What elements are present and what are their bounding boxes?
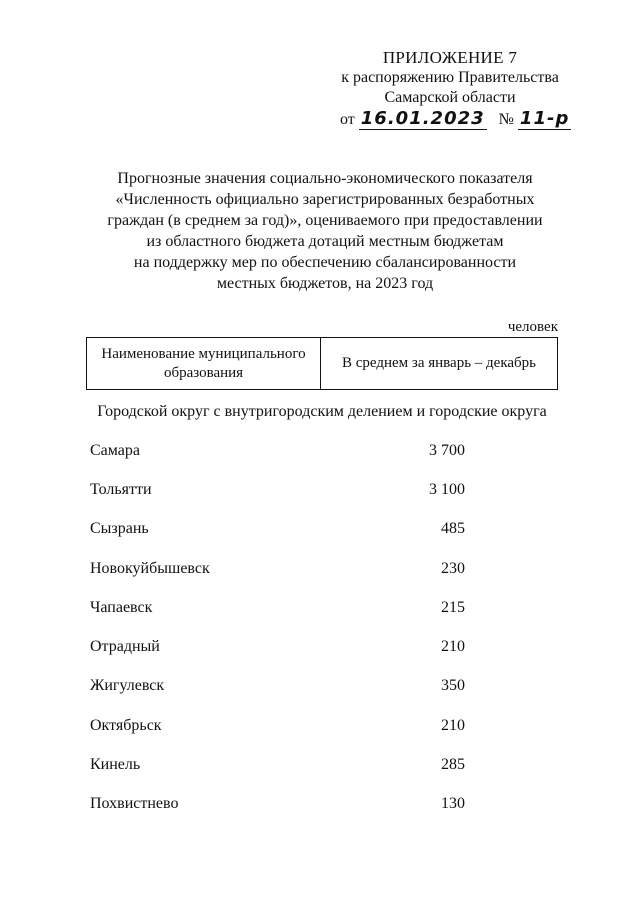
table-row: [90, 510, 560, 549]
number-prefix: №: [498, 111, 514, 128]
document-heading: [90, 168, 560, 294]
date-prefix: от: [340, 111, 355, 128]
section-title: Городской округ с внутригородским делением и городские округа: [97, 403, 547, 420]
municipality-name: Сызрань: [90, 520, 149, 538]
order-number: 11-р: [519, 108, 570, 129]
table-row: [90, 785, 560, 824]
units-label: человек: [507, 319, 558, 335]
heading-line: «Численность официально зарегистрированных безработных: [115, 191, 535, 208]
order-date: 16.01.2023: [360, 108, 485, 129]
unemployed-value: 230: [441, 559, 465, 577]
municipality-name: Похвистнево: [90, 795, 179, 813]
appendix-block: [300, 48, 600, 108]
table-body: [90, 431, 560, 824]
column-header-name: Наименование муниципального образования: [87, 338, 321, 389]
unemployed-value: 485: [441, 520, 465, 538]
appendix-line-1: к распоряжению Правительства: [341, 69, 559, 86]
unemployed-value: 285: [441, 756, 465, 774]
municipality-name: Тольятти: [90, 480, 152, 498]
table-header: [86, 337, 558, 390]
unemployed-value: 3 100: [429, 480, 465, 498]
table-row: [90, 627, 560, 666]
heading-line: местных бюджетов, на 2023 год: [216, 275, 434, 292]
column-header-value: В среднем за январь – декабрь: [341, 355, 537, 371]
table-row: [90, 431, 560, 470]
table-row: [90, 588, 560, 627]
municipality-name: Кинель: [90, 756, 141, 774]
municipality-name: Отрадный: [90, 638, 160, 656]
heading-line: из областного бюджета дотаций местным бюджетам: [146, 233, 504, 250]
table-row: [90, 745, 560, 784]
heading-line: на поддержку мер по обеспечению сбалансированности: [133, 254, 517, 271]
municipality-name: Жигулевск: [90, 677, 165, 695]
municipality-name: Самара: [90, 441, 140, 459]
table-row: [90, 706, 560, 745]
appendix-line-2: Самарской области: [384, 89, 516, 106]
table-row: [90, 667, 560, 706]
unemployed-value: 130: [441, 795, 465, 813]
unemployed-value: 350: [441, 677, 465, 695]
municipality-name: Новокуйбышевск: [90, 559, 210, 577]
appendix-title: ПРИЛОЖЕНИЕ 7: [382, 48, 518, 67]
heading-line: граждан (в среднем за год)», оцениваемого при предоставлении: [107, 212, 543, 229]
order-reference: [340, 108, 600, 129]
unemployed-value: 210: [441, 638, 465, 656]
unemployed-value: 3 700: [429, 441, 465, 459]
unemployed-value: 210: [441, 716, 465, 734]
table-row: [90, 470, 560, 509]
municipality-name: Чапаевск: [90, 598, 153, 616]
municipality-name: Октябрьск: [90, 716, 162, 734]
unemployed-value: 215: [441, 598, 465, 616]
table-row: [90, 549, 560, 588]
heading-line: Прогнозные значения социально-экономического показателя: [117, 170, 533, 187]
